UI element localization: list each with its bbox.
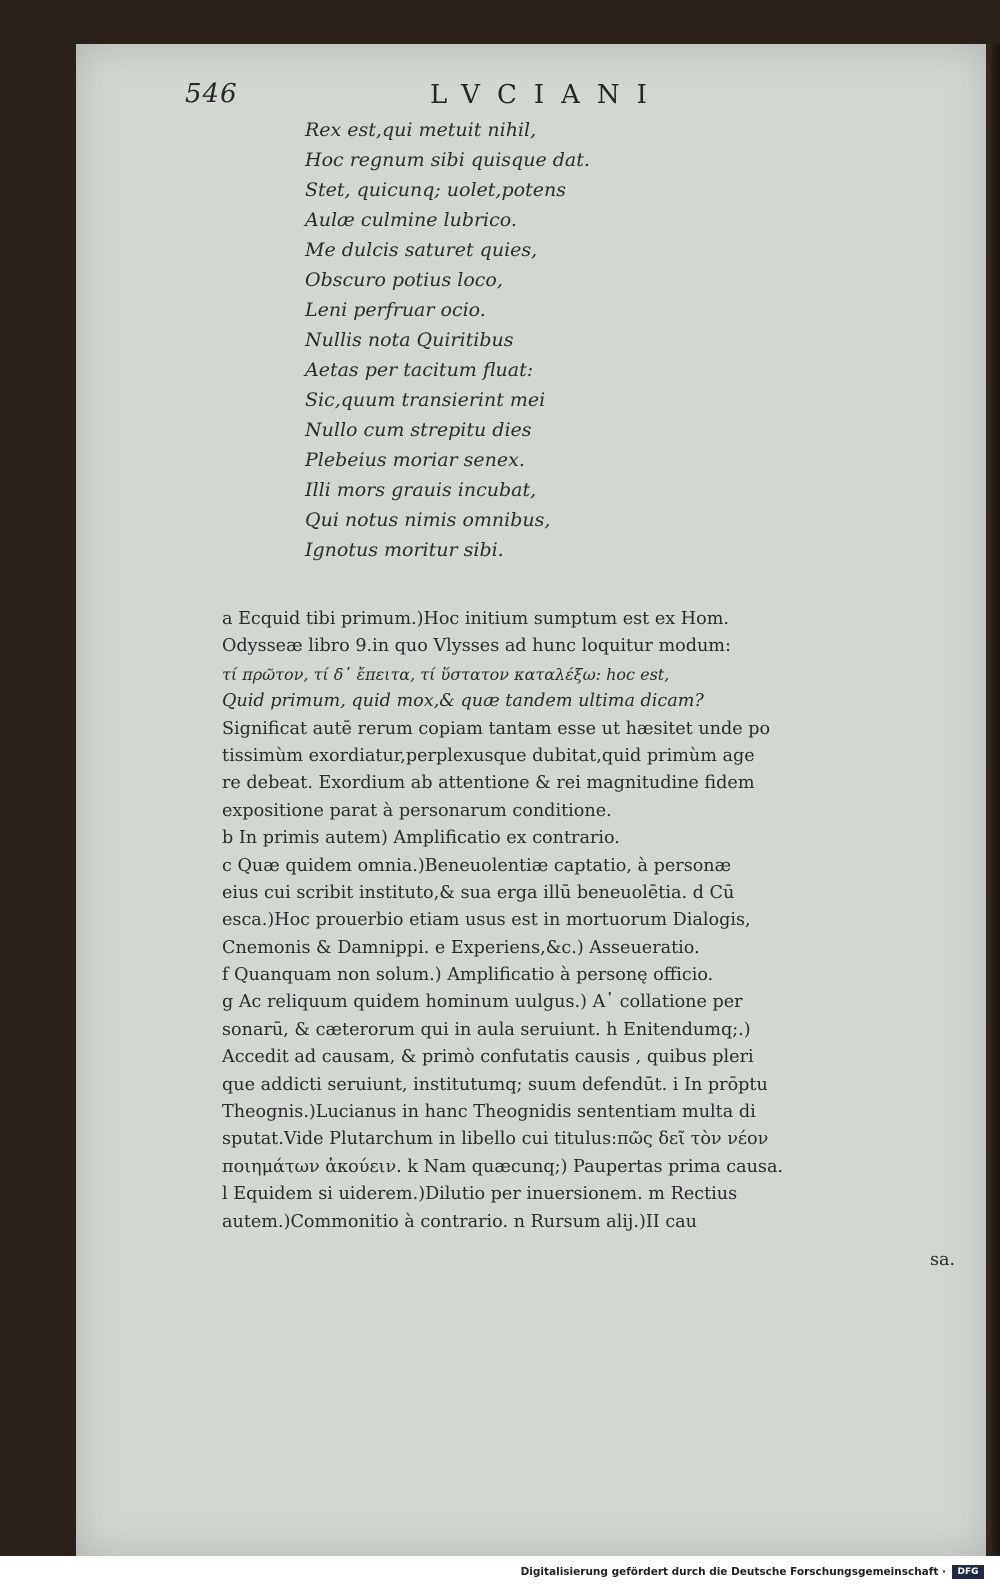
verse-line: Obscuro potius loco, [305, 269, 503, 291]
verse-line: Hoc regnum sibi quisque dat. [305, 149, 590, 171]
verse-line: Leni perfruar ocio. [305, 299, 486, 321]
commentary-line: b In primis autem) Amplificatio ex contrario. [222, 828, 620, 849]
verse-line: Rex est,qui metuit nihil, [305, 119, 537, 141]
verse-line: Illi mors grauis incubat, [305, 479, 537, 501]
catchword: sa. [930, 1250, 956, 1270]
commentary-line: ποιημάτων ἀκούειν. k Nam quæcunq;) Paupertas prima causa. [222, 1156, 784, 1177]
book-edge [986, 44, 1000, 1556]
commentary-line: Cnemonis & Damnippi. e Experiens,&c.) Asseueratio. [222, 937, 700, 958]
commentary-line: sonarū, & cæterorum qui in aula seruiunt. h Enitendumq;.) [222, 1019, 751, 1040]
commentary-line: expositione parat à personarum conditione. [222, 800, 612, 821]
commentary-line: g Ac reliquum quidem hominum uulgus.) A᾽ collatione per [222, 992, 743, 1013]
verse-line: Qui notus nimis omnibus, [305, 509, 551, 531]
commentary-line: que addicti seruiunt, institutumq; suum defendūt. i In prōptu [222, 1074, 768, 1095]
commentary-line: Odysseæ libro 9.in quo Vlysses ad hunc loquitur modum: [222, 636, 731, 657]
commentary-line: Significat autē rerum copiam tantam esse ut hæsitet unde po [222, 718, 771, 739]
verse-line: Ignotus moritur sibi. [305, 539, 504, 561]
verse-line: Aulæ culmine lubrico. [305, 209, 517, 231]
commentary-line: tissimùm exordiatur,perplexusque dubitat,quid primùm age [222, 745, 755, 766]
dfg-logo-icon[interactable]: DFG [952, 1565, 984, 1579]
funding-credit: Digitalisierung gefördert durch die Deutsche Forschungsgemeinschaft · [520, 1566, 946, 1578]
verse-line: Stet, quicunq; uolet,potens [305, 179, 566, 201]
verse-line: Plebeius moriar senex. [305, 449, 525, 471]
commentary-line: l Equidem si uiderem.)Dilutio per inuersionem. m Rectius [222, 1184, 738, 1205]
verse-line: Nullis nota Quiritibus [305, 329, 514, 351]
commentary-line: f Quanquam non solum.) Amplificatio à personę officio. [222, 965, 714, 986]
commentary-line: a Ecquid tibi primum.)Hoc initium sumptum est ex Hom. [222, 609, 729, 629]
commentary-notes [222, 606, 872, 1236]
verse-line: Aetas per tacitum fluat: [305, 359, 534, 381]
running-title: LVCIANI [430, 80, 664, 110]
commentary-line: c Quæ quidem omnia.)Beneuolentiæ captatio, à personæ [222, 855, 732, 876]
page-number: 546 [185, 79, 238, 109]
commentary-line: Theognis.)Lucianus in hanc Theognidis sententiam multa di [222, 1102, 756, 1123]
verse-line: Nullo cum strepitu dies [305, 419, 532, 441]
commentary-line: re debeat. Exordium ab attentione & rei magnitudine fidem [222, 773, 755, 794]
digitization-footer [0, 1556, 1000, 1590]
commentary-line: autem.)Commonitio à contrario. n Rursum alij.)II cau [222, 1211, 697, 1232]
greek-quote-line: τί πρῶτον, τί δ᾽ ἔπειτα, τί ὕστατον καταλέξω: hoc est, [222, 664, 670, 684]
verse-line: Me dulcis saturet quies, [305, 239, 538, 261]
latin-translation-line: Quid primum, quid mox,& quæ tandem ultima dicam? [222, 691, 704, 712]
commentary-line: sputat.Vide Plutarchum in libello cui titulus:πῶς δεῖ τὸν νέον [222, 1129, 769, 1150]
verse-line: Sic,quum transierint mei [305, 389, 546, 411]
commentary-line: Accedit ad causam, & primò confutatis causis , quibus pleri [222, 1047, 754, 1068]
poem-verses [305, 115, 590, 565]
commentary-line: eius cui scribit instituto,& sua erga illū beneuolētia. d Cū [222, 882, 735, 903]
commentary-line: esca.)Hoc prouerbio etiam usus est in mortuorum Dialogis, [222, 910, 751, 931]
